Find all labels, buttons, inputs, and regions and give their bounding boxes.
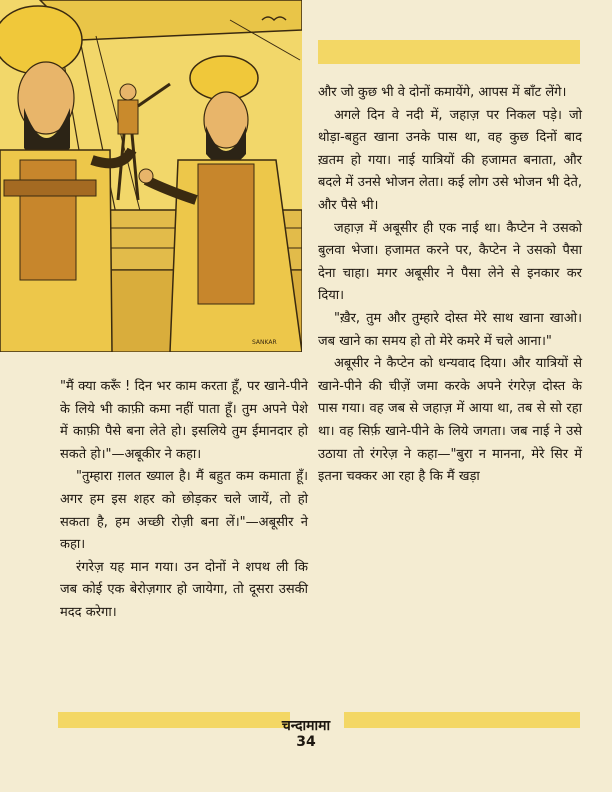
magazine-title: चन्दामामा xyxy=(281,718,331,734)
paragraph: "ख़ैर, तुम और तुम्हारे दोस्त मेरे साथ खाना खाओ। जब खाने का समय हो तो मेरे कमरे में चले आना।" xyxy=(318,310,582,349)
paragraph: अगले दिन वे नदी में, जहाज़ पर निकल पड़े। जो थोड़ा-बहुत खाना उनके पास था, वह कुछ दिनों बाद ख़तम हो गया। नाई यात्रियों की हजामत बनाता, और बदले में उनसे भोजन लेता। कई लोग उसे भोजन भी देते, और पैसे भी। xyxy=(318,107,582,213)
paragraph: "मैं क्या करूँ ! दिन भर काम करता हूँ, पर खाने-पीने के लिये भी काफ़ी कमा नहीं पाता हूँ। तुम अपने पेशे में काफ़ी पैसे बना लेते हो। इसलिये तुम ईमानदार हो सकते हो।"—अबूकीर ने कहा। xyxy=(60,379,308,462)
svg-text:SANKAR: SANKAR xyxy=(252,339,277,346)
story-illustration xyxy=(0,0,302,352)
decorative-header-strip xyxy=(318,40,580,64)
page-number: 34 xyxy=(296,734,316,750)
paragraph: जहाज़ में अबूसीर ही एक नाई था। कैप्टेन ने उसको बुलवा भेजा। हजामत करने पर, कैप्टेन ने उसको पैसा देना चाहा। मगर अबूसीर ने पैसा लेने से इनकार कर दिया। xyxy=(318,220,582,304)
paragraph: और जो कुछ भी वे दोनों कमायेंगे, आपस में बाँट लेंगे। xyxy=(318,85,567,100)
paragraph: रंगरेज़ यह मान गया। उन दोनों ने शपथ ली कि जब कोई एक बेरोज़गार हो जायेगा, तो दूसरा उसकी मदद करेगा। xyxy=(60,559,308,620)
paragraph: अबूसीर ने कैप्टेन को धन्यवाद दिया। और यात्रियों से खाने-पीने की चीज़ें जमा करके अपने रंगरेज़ दोस्त के पास गया। वह जब से जहाज़ में आया था, तब से सो रहा था। वह सिर्फ़ खाने-पीने के लिये जगता। जब नाई ने उसे उठाया तो रंगरेज़ ने कहा—"बुरा न मानना, मेरे सिर में इतना चक्कर आ रहा है कि मैं खड़ा xyxy=(318,356,582,485)
right-text-column xyxy=(318,82,582,489)
left-text-column xyxy=(60,376,308,625)
ship-scene-illustration xyxy=(0,0,302,352)
paragraph: "तुम्हारा ग़लत ख्याल है। मैं बहुत कम कमाता हूँ। अगर हम इस शहर को छोड़कर चले जायें, तो हो सकता है, हम अच्छी रोज़ी बना लें।"—अबूसीर ने कहा। xyxy=(60,469,308,553)
